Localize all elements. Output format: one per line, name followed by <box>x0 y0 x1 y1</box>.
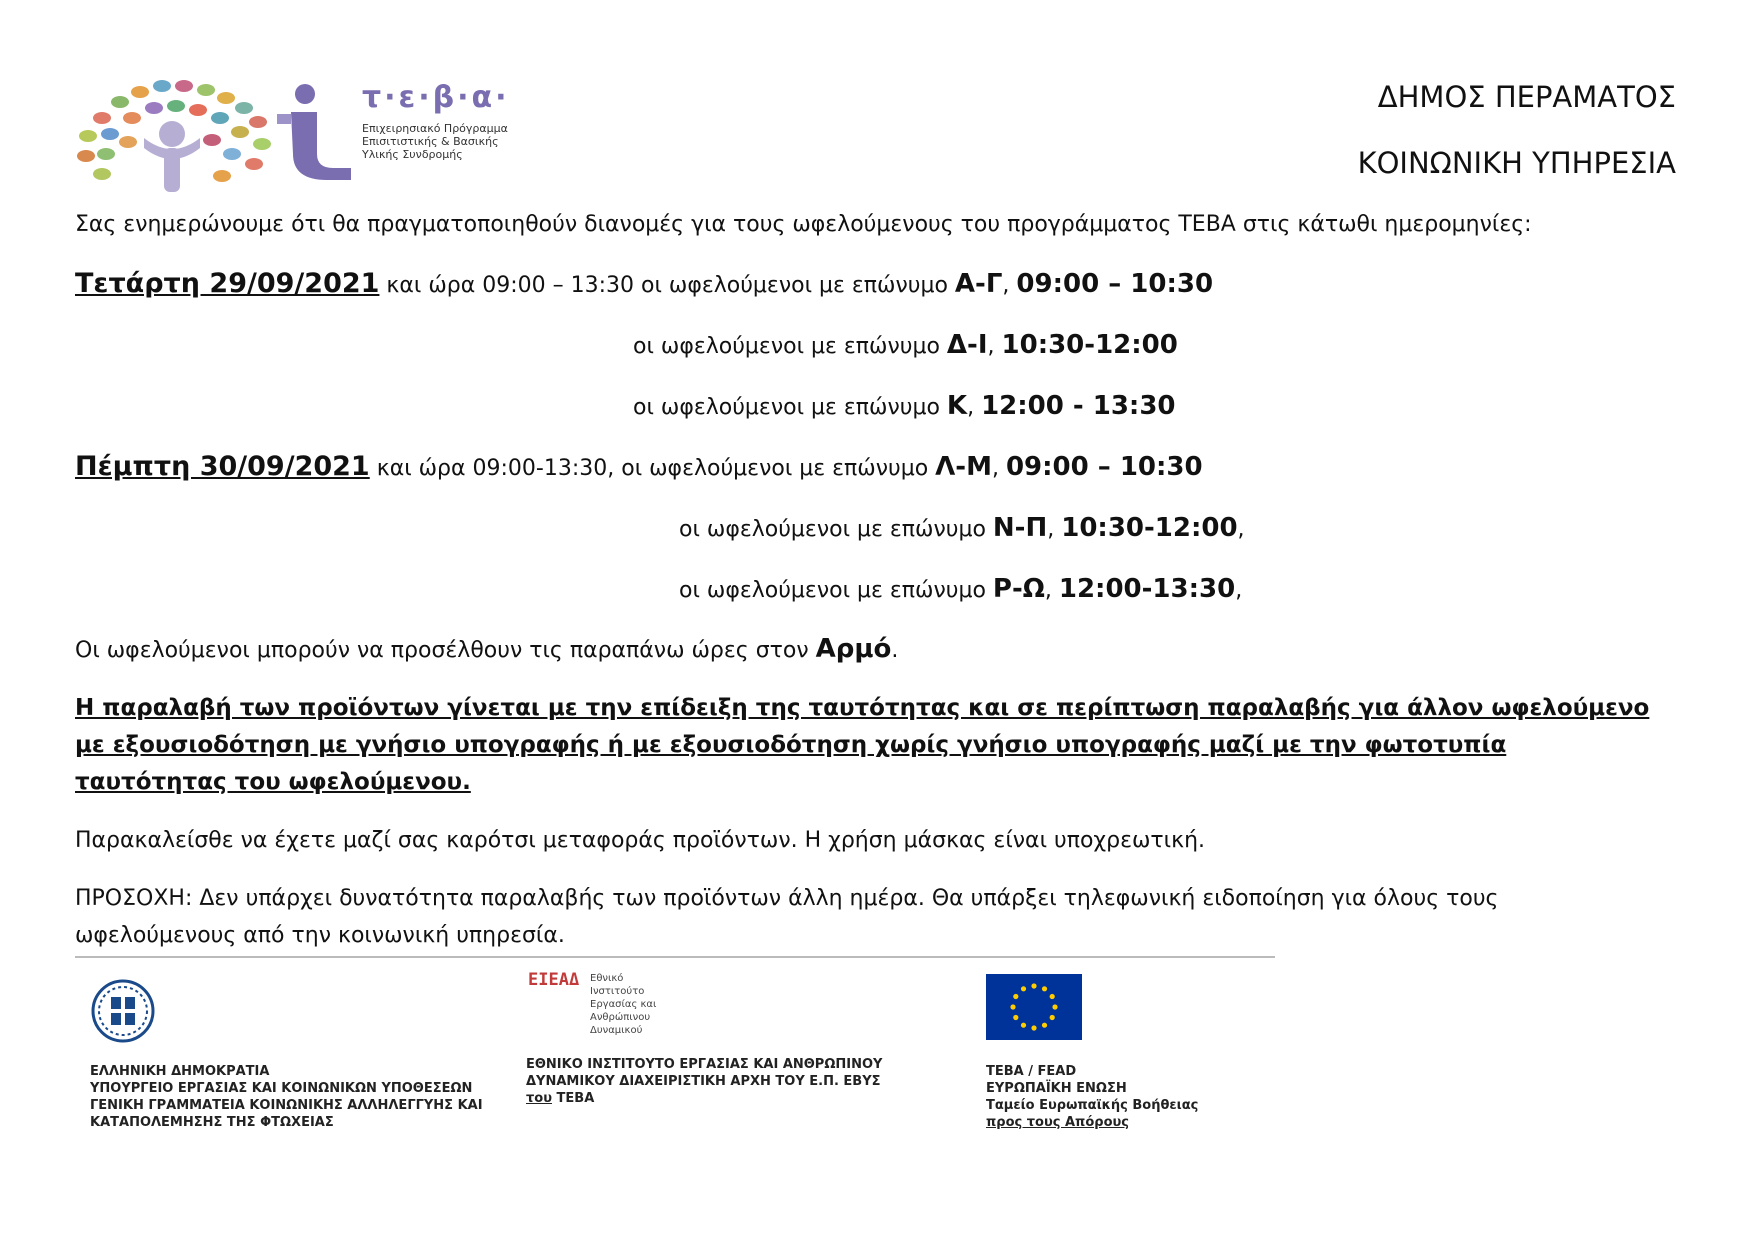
eu-flag-icon <box>986 974 1082 1040</box>
eiead-word-3: Εργασίας και <box>590 999 657 1010</box>
day2-row1-letters: Λ-Μ <box>935 452 992 482</box>
footer-eu-line-2: ΕΥΡΩΠΑΪΚΗ ΕΝΩΣΗ <box>986 1081 1127 1096</box>
footer-eiead-line-2: ΔΥΝΑΜΙΚΟΥ ΔΙΑΧΕΙΡΙΣΤΙΚΗ ΑΡΧΗ ΤΟΥ Ε.Π. ΕΒΥΣ <box>526 1074 881 1089</box>
footer-eiead-line-3a: του <box>526 1091 553 1106</box>
day2-row1-time: 09:00 – 10:30 <box>1005 452 1203 482</box>
footer-gr-line-4: ΚΑΤΑΠΟΛΕΜΗΣΗΣ ΤΗΣ ΦΤΩΧΕΙΑΣ <box>90 1115 334 1130</box>
day1-row3-letters: Κ <box>946 391 968 421</box>
tree-logo-icon <box>72 78 287 196</box>
teba-logo-subtitle <box>362 122 508 161</box>
eiead-word-1: Εθνικό <box>590 973 624 984</box>
location-end: . <box>891 638 899 663</box>
day2-line-1: Πέμπτη 30/09/2021 και ώρα 09:00-13:30, οι ωφελούμενοι με επώνυμο Λ-Μ, 09:00 – 10:30 <box>75 451 1203 482</box>
day1-line-3: οι ωφελούμενοι με επώνυμο Κ, 12:00 - 13:30 <box>633 391 1176 421</box>
footer-greek-ministry <box>90 1063 483 1131</box>
footer-divider <box>75 956 1275 958</box>
footer-eiead-line-1: ΕΘΝΙΚΟ ΙΝΣΤΙΤΟΥΤΟ ΕΡΓΑΣΙΑΣ ΚΑΙ ΑΝΘΡΩΠΙΝΟΥ <box>526 1057 883 1072</box>
day2-row3-time: 12:00-13:30 <box>1058 574 1236 604</box>
footer-eiead-line-3b: ΤΕΒΑ <box>552 1091 595 1106</box>
greek-emblem-icon <box>90 975 156 1047</box>
day2-row3-letters: Ρ-Ω <box>992 574 1045 604</box>
day2-row2-time: 10:30-12:00 <box>1061 513 1238 543</box>
eiead-word-4: Ανθρώπινου <box>590 1012 651 1023</box>
teba-subtitle-line-1: Επιχειρησιακό Πρόγραμμα <box>362 122 508 135</box>
footer-eiead-line-3 <box>526 1090 882 1107</box>
teba-subtitle-line-2: Επισιτιστικής & Βασικής <box>362 135 499 148</box>
eiead-logo-mark: ΕΙΕΑΔ <box>528 972 580 990</box>
footer-eu-text <box>986 1063 1198 1131</box>
location-place: Αρμό <box>815 634 892 664</box>
eiead-logo <box>528 972 698 1044</box>
eiead-word-2: Ινστιτούτο <box>590 986 645 997</box>
location-text: Οι ωφελούμενοι μπορούν να προσέλθουν τις παραπάνω ώρες στον <box>75 638 816 663</box>
footer-eu-line-1: ΤΕΒΑ / FEAD <box>986 1064 1077 1079</box>
day1-row3-prefix: οι ωφελούμενοι με επώνυμο <box>633 395 947 420</box>
day1-row3-time: 12:00 - 13:30 <box>981 391 1176 421</box>
footer-gr-line-1: ΕΛΛΗΝΙΚΗ ΔΗΜΟΚΡΑΤΙΑ <box>90 1064 270 1079</box>
day1-row2-letters: Δ-Ι <box>946 330 988 360</box>
teba-logo <box>72 78 562 196</box>
footer-gr-line-2: ΥΠΟΥΡΓΕΙΟ ΕΡΓΑΣΙΑΣ ΚΑΙ ΚΟΙΝΩΝΙΚΩΝ ΥΠΟΘΕΣΕΩΝ <box>90 1081 473 1096</box>
day1-row1-time: 09:00 – 10:30 <box>1016 269 1214 299</box>
day2-hours-text: και ώρα 09:00-13:30, οι ωφελούμενοι με επώνυμο <box>369 456 936 481</box>
day1-row2-time: 10:30-12:00 <box>1001 330 1178 360</box>
day1-line-2: οι ωφελούμενοι με επώνυμο Δ-Ι, 10:30-12:00 <box>633 330 1178 360</box>
footer-eu-line-3: Ταμείο Ευρωπαϊκής Βοήθειας <box>986 1098 1199 1113</box>
municipality-title: ΔΗΜΟΣ ΠΕΡΑΜΑΤΟΣ <box>1377 80 1676 114</box>
day2-row2-letters: Ν-Π <box>992 513 1048 543</box>
teba-subtitle-line-3: Υλικής Συνδρομής <box>362 148 463 161</box>
footer-eiead-text <box>526 1056 882 1107</box>
cart-notice: Παρακαλείσθε να έχετε μαζί σας καρότσι μεταφοράς προϊόντων. Η χρήση μάσκας είναι υποχρεωτική. <box>75 828 1206 853</box>
attention-notice: ΠΡΟΣΟΧΗ: Δεν υπάρχει δυνατότητα παραλαβής των προϊόντων άλλη ημέρα. Θα υπάρξει τηλεφωνική ειδοποίηση για όλους τους ωφελούμενους από την κοινωνική υπηρεσία. <box>75 886 1499 948</box>
footer-gr-line-3: ΓΕΝΙΚΗ ΓΡΑΜΜΑΤΕΙΑ ΚΟΙΝΩΝΙΚΗΣ ΑΛΛΗΛΕΓΓΥΗΣ ΚΑΙ <box>90 1098 483 1113</box>
day2-row2-prefix: οι ωφελούμενοι με επώνυμο <box>679 517 993 542</box>
eiead-logo-words <box>590 972 656 1037</box>
day2-line-2: οι ωφελούμενοι με επώνυμο Ν-Π, 10:30-12:00, <box>679 513 1245 543</box>
day2-line-3: οι ωφελούμενοι με επώνυμο Ρ-Ω, 12:00-13:30, <box>679 574 1243 604</box>
day1-row2-prefix: οι ωφελούμενοι με επώνυμο <box>633 334 947 359</box>
day2-date: Πέμπτη 30/09/2021 <box>75 451 370 482</box>
location-line <box>75 634 898 664</box>
day1-hours-text: και ώρα 09:00 – 13:30 οι ωφελούμενοι με επώνυμο <box>379 273 955 298</box>
eiead-word-5: Δυναμικού <box>590 1025 643 1036</box>
teba-i-icon <box>277 84 367 184</box>
day1-date: Τετάρτη 29/09/2021 <box>75 268 380 299</box>
day1-line-1: Τετάρτη 29/09/2021 και ώρα 09:00 – 13:30 οι ωφελούμενοι με επώνυμο Α-Γ, 09:00 – 10:30 <box>75 268 1214 299</box>
department-title: ΚΟΙΝΩΝΙΚΗ ΥΠΗΡΕΣΙΑ <box>1357 146 1676 180</box>
pickup-notice: Η παραλαβή των προϊόντων γίνεται με την επίδειξη της ταυτότητας και σε περίπτωση παραλαβής για άλλον ωφελούμενο με εξουσιοδότηση με γνήσιο υπογραφής ή με εξουσιοδότηση χωρίς γνήσιο υπογραφής μαζί με την φωτοτυπία ταυτότητας του ωφελούμενου. <box>75 695 1650 795</box>
day2-row3-prefix: οι ωφελούμενοι με επώνυμο <box>679 578 993 603</box>
day1-row1-letters: Α-Γ <box>954 269 1003 299</box>
footer-eu-line-4: προς τους Απόρους <box>986 1115 1129 1130</box>
intro-text: Σας ενημερώνουμε ότι θα πραγματοποιηθούν διανομές για τους ωφελούμενους του προγράμματος ΤΕΒΑ στις κάτωθι ημερομηνίες: <box>75 212 1532 237</box>
teba-logo-name: τ·ε·β·α· <box>362 80 510 115</box>
